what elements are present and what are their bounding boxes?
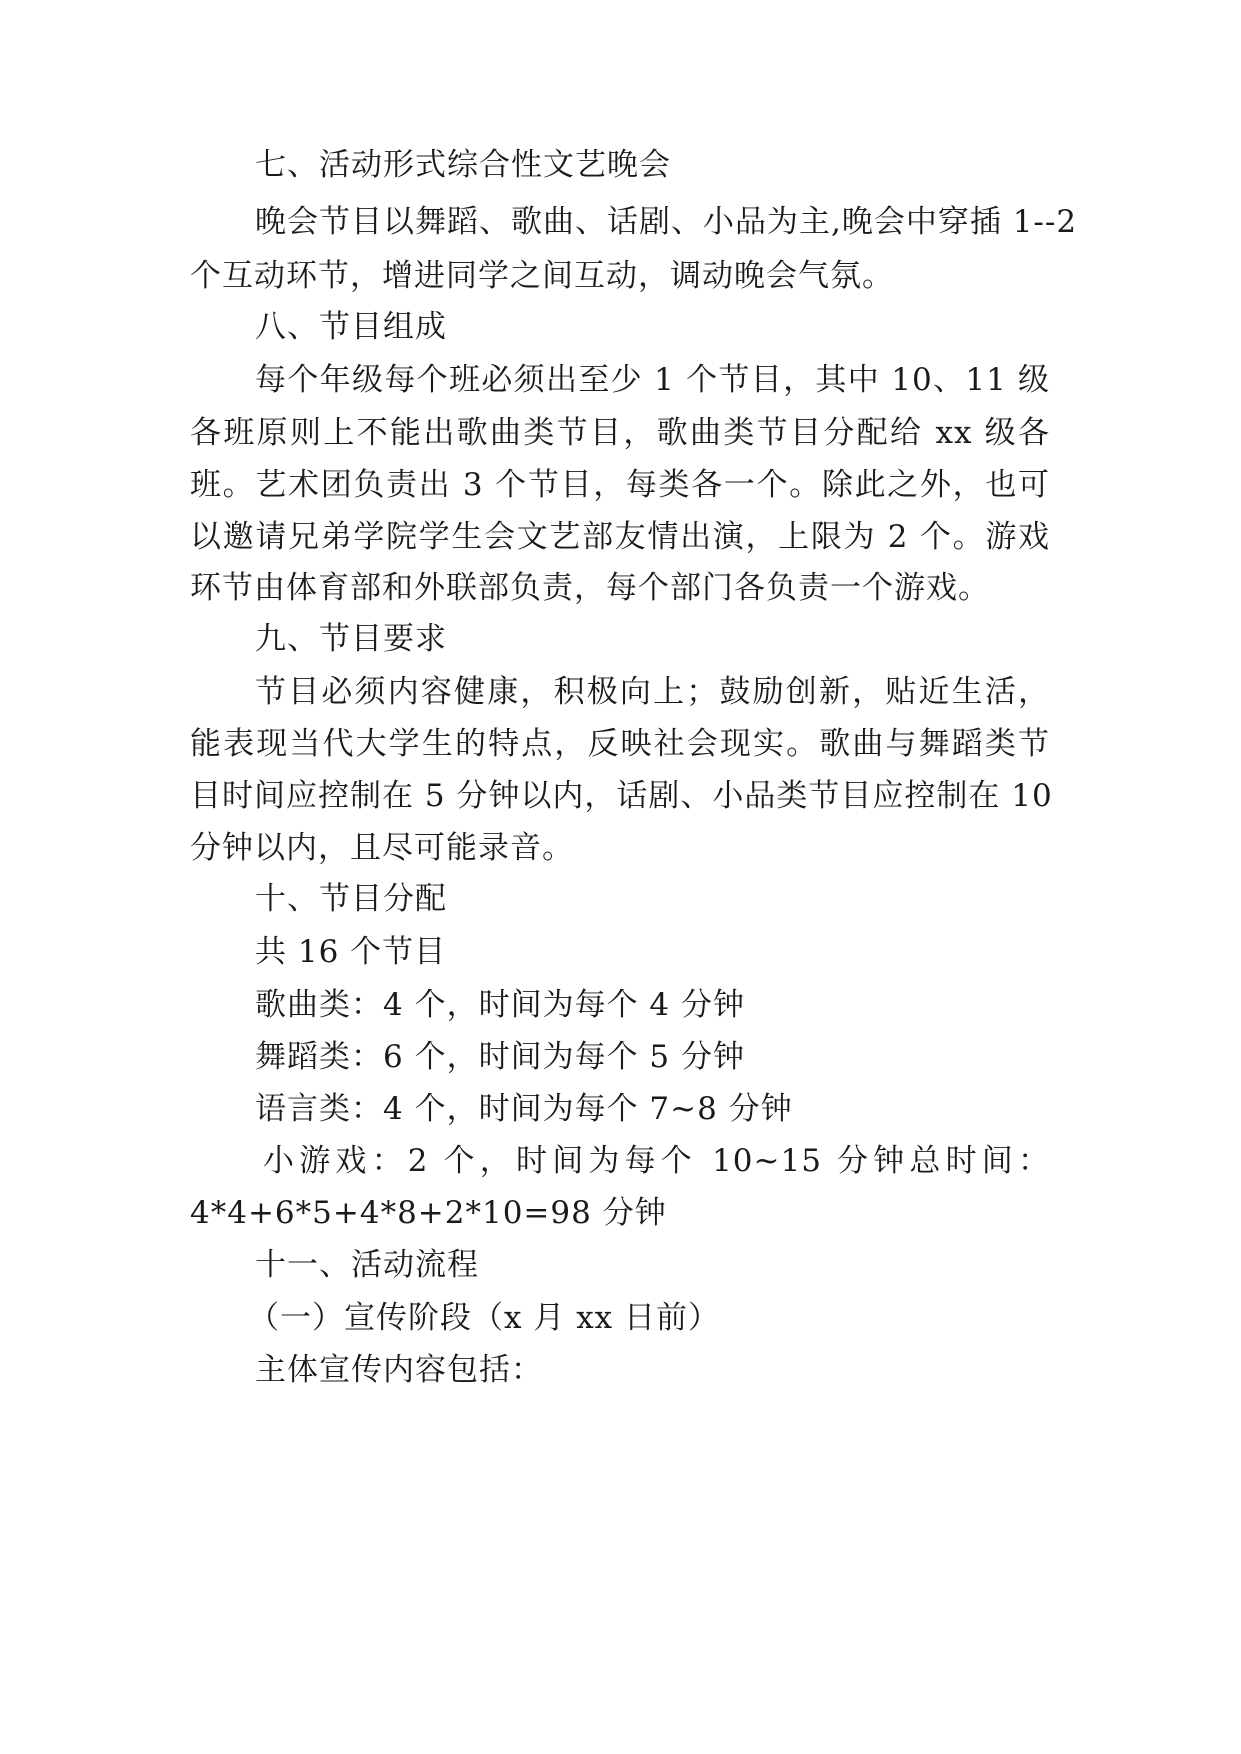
paragraph-line: 主体宣传内容包括： <box>255 1352 543 1388</box>
section-heading-11: 十一、活动流程 <box>255 1247 479 1283</box>
paragraph-line: 以邀请兄弟学院学生会文艺部友情出演，上限为 2 个。游戏 <box>190 519 1050 555</box>
section-heading-9: 九、节目要求 <box>255 621 447 657</box>
paragraph-line: 4*4+6*5+4*8+2*10=98 分钟 <box>190 1195 667 1231</box>
paragraph-line: 个互动环节，增进同学之间互动，调动晚会气氛。 <box>190 258 894 294</box>
list-item: 语言类：4 个，时间为每个 7~8 分钟 <box>255 1091 793 1127</box>
paragraph-line: 晚会节目以舞蹈、歌曲、话剧、小品为主,晚会中穿插 1--2 <box>255 204 1078 240</box>
section-heading-7: 七、活动形式综合性文艺晚会 <box>255 147 671 183</box>
paragraph-line: 能表现当代大学生的特点，反映社会现实。歌曲与舞蹈类节 <box>190 726 1050 762</box>
paragraph-line: 目时间应控制在 5 分钟以内，话剧、小品类节目应控制在 10 <box>190 778 1053 814</box>
paragraph-line: 环节由体育部和外联部负责，每个部门各负责一个游戏。 <box>190 570 990 606</box>
paragraph-line: 各班原则上不能出歌曲类节目，歌曲类节目分配给 xx 级各 <box>190 415 1050 451</box>
section-heading-10: 十、节目分配 <box>255 881 447 917</box>
section-heading-8: 八、节目组成 <box>255 309 447 345</box>
subsection-heading: （一）宣传阶段（x 月 xx 日前） <box>248 1300 721 1336</box>
list-item: 舞蹈类：6 个，时间为每个 5 分钟 <box>255 1039 746 1075</box>
paragraph-line: 班。艺术团负责出 3 个节目，每类各一个。除此之外，也可 <box>190 467 1050 503</box>
paragraph-line: 每个年级每个班必须出至少 1 个节目，其中 10、11 级 <box>255 362 1050 398</box>
paragraph-line: 共 16 个节目 <box>255 934 447 970</box>
paragraph-line: 分钟以内，且尽可能录音。 <box>190 830 574 866</box>
list-item: 歌曲类：4 个，时间为每个 4 分钟 <box>255 987 746 1023</box>
paragraph-line: 节目必须内容健康，积极向上；鼓励创新，贴近生活， <box>255 674 1050 710</box>
list-item: 小游戏：2 个，时间为每个 10~15 分钟总时间： <box>263 1143 1050 1179</box>
